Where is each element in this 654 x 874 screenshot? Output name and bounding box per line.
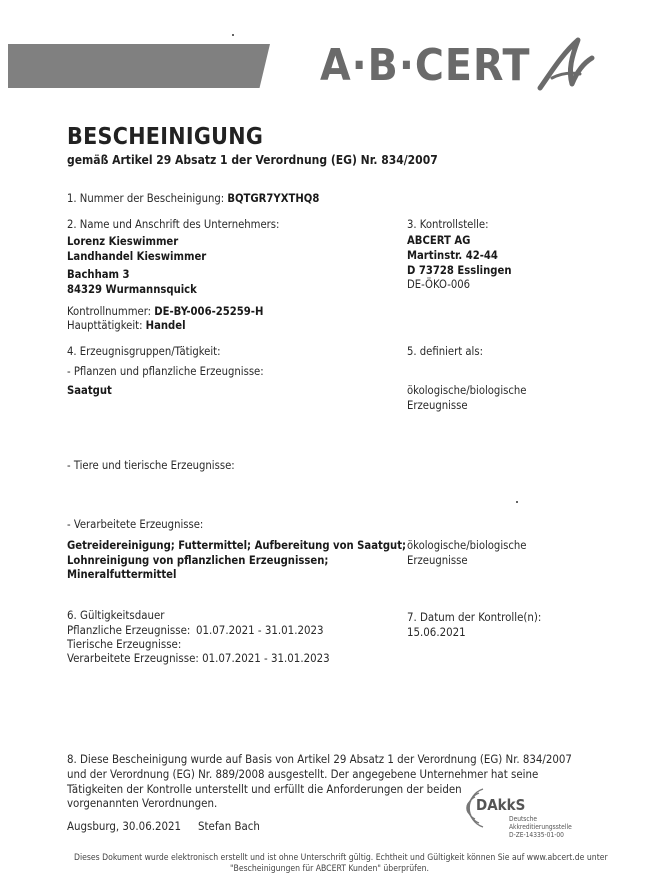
certificate-number-row [67,191,319,206]
plants-definition-line-1: ökologische/biologische [407,384,527,397]
statement-line-2: und der Verordnung (EG) Nr. 889/2008 ausgestellt. Der angegebene Unternehmer hat seine [67,767,539,781]
main-activity-value: Handel [145,319,186,332]
main-activity-label: Haupttätigkeit: [67,319,143,332]
inspection-date-value: 15.06.2021 [407,625,466,639]
dakks-line-3: D-ZE-14335-01-00 [509,831,564,839]
signature-place-date: Augsburg, 30.06.2021 [67,819,182,833]
control-body-label: 3. Kontrollstelle: [407,218,489,231]
product-groups-label: 4. Erzeugnisgruppen/Tätigkeit: [67,345,221,358]
operator-label: 2. Name und Anschrift des Unternehmers: [67,218,280,231]
operator-name-2: Landhandel Kieswimmer [67,250,207,263]
validity-plants-label: Pflanzliche Erzeugnisse: [67,623,191,637]
validity-plants-row [67,623,190,638]
control-number-row [67,304,263,319]
footer-line-1: Dieses Dokument wurde elektronisch erstellt und ist ohne Unterschrift gültig. Echtheit und Gültigkeit können Sie auf www.abcert.de unter [74,853,608,863]
abcert-logo-text: A·B·CERT [320,40,531,91]
signature-name: Stefan Bach [198,819,260,833]
control-number-value: DE-BY-006-25259-H [154,305,264,318]
page-subtitle: gemäß Artikel 29 Absatz 1 der Verordnung (EG) Nr. 834/2007 [67,153,438,167]
processed-definition-line-2: Erzeugnisse [407,554,468,567]
abcert-swoosh-icon [532,34,596,98]
page-title: BESCHEINIGUNG [67,124,264,150]
statement-line-1: 8. Diese Bescheinigung wurde auf Basis von Artikel 29 Absatz 1 der Verordnung (EG) Nr. 834/2007 [67,752,572,766]
plants-label: - Pflanzen und pflanzliche Erzeugnisse: [67,365,264,378]
control-number-label: Kontrollnummer: [67,305,152,318]
header-bar [8,44,270,88]
animals-label: - Tiere und tierische Erzeugnisse: [67,459,235,472]
processed-line-2: Lohnreinigung von pflanzlichen Erzeugnissen; [67,554,329,567]
defined-as-label: 5. definiert als: [407,345,483,358]
validity-processed-row [67,651,330,666]
certificate-number-value: BQTGR7YXTHQ8 [227,192,320,205]
footer-line-2: "Bescheinigungen für ABCERT Kunden" überprüfen. [230,864,429,874]
operator-name-1: Lorenz Kieswimmer [67,235,179,248]
control-body-street: Martinstr. 42-44 [407,249,498,262]
certificate-number-label: 1. Nummer der Bescheinigung: [67,192,225,205]
inspection-date-label: 7. Datum der Kontrolle(n): [407,610,542,624]
processed-line-1: Getreidereinigung; Futtermittel; Aufbereitung von Saatgut; [67,539,407,552]
main-activity-row [67,318,186,333]
validity-processed-value: 01.07.2021 - 31.01.2023 [202,651,330,665]
operator-city: 84329 Wurmannsquick [67,283,197,296]
dakks-line-2: Akkreditierungsstelle [509,823,572,831]
validity-animals-label: Tierische Erzeugnisse: [67,637,182,651]
processed-line-3: Mineralfuttermittel [67,568,177,581]
dakks-line-1: Deutsche [509,815,538,823]
validity-processed-label: Verarbeitete Erzeugnisse: [67,651,199,665]
statement-line-4: vorgenannten Verordnungen. [67,796,218,810]
plants-definition-line-2: Erzeugnisse [407,399,468,412]
validity-label: 6. Gültigkeitsdauer [67,608,165,622]
dakks-title: DAkkS [476,796,526,814]
validity-plants-value: 01.07.2021 - 31.01.2023 [196,623,324,637]
processed-label: - Verarbeitete Erzeugnisse: [67,518,204,531]
control-body-code: DE-ÖKO-006 [407,278,471,291]
processed-definition-line-1: ökologische/biologische [407,539,527,552]
operator-street: Bachham 3 [67,268,130,281]
scan-speck [516,501,518,503]
scan-speck [232,34,234,36]
statement-line-3: Tätigkeiten der Kontrolle unterstellt und erfüllt die Anforderungen der beiden [67,782,462,796]
control-body-name: ABCERT AG [407,234,471,247]
control-body-city: D 73728 Esslingen [407,264,512,277]
plants-value: Saatgut [67,384,112,397]
